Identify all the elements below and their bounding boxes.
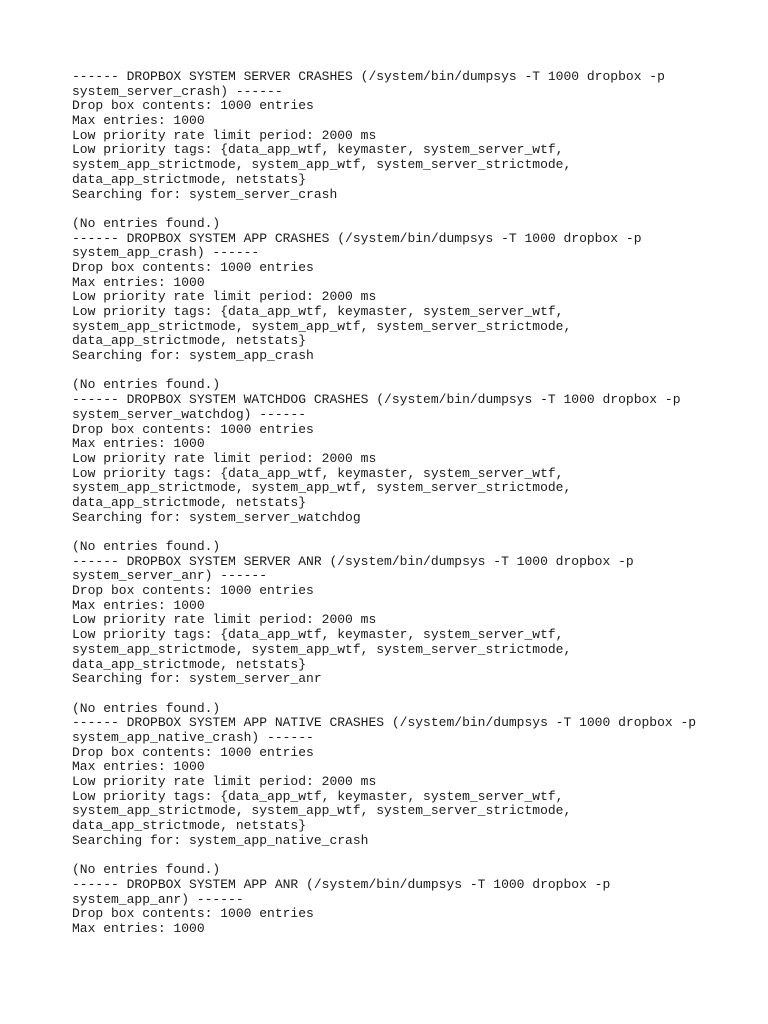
- text-line: Low priority rate limit period: 2000 ms: [72, 289, 377, 305]
- text-line: Drop box contents: 1000 entries: [72, 583, 314, 599]
- section-header-line: ------ DROPBOX SYSTEM SERVER CRASHES (/system/bin/dumpsys -T 1000 dropbox -p: [72, 69, 665, 84]
- section-header-line: ------ DROPBOX SYSTEM WATCHDOG CRASHES (/system/bin/dumpsys -T 1000 dropbox -p: [72, 392, 681, 408]
- section-header-line: ------ DROPBOX SYSTEM APP NATIVE CRASHES (/system/bin/dumpsys -T 1000 dropbox -p: [72, 715, 697, 731]
- text-line: Max entries: 1000: [72, 274, 205, 290]
- document-page: [72, 70, 752, 937]
- text-line: system_app_anr) ------: [72, 891, 244, 907]
- no-entries-line: (No entries found.): [72, 539, 221, 554]
- text-line: data_app_strictmode, netstats}: [72, 171, 307, 187]
- text-line: Drop box contents: 1000 entries: [72, 744, 314, 760]
- text-line: system_app_strictmode, system_app_wtf, system_server_strictmode,: [72, 641, 572, 657]
- text-line: system_server_crash) ------: [72, 83, 283, 99]
- blank-line: [72, 525, 752, 540]
- blank-line: [72, 202, 752, 217]
- text-line: Low priority rate limit period: 2000 ms: [72, 450, 377, 466]
- text-line: system_app_strictmode, system_app_wtf, system_server_strictmode,: [72, 480, 572, 496]
- text-line: system_app_strictmode, system_app_wtf, system_server_strictmode,: [72, 318, 572, 334]
- search-target-line: Searching for: system_app_crash: [72, 348, 314, 364]
- search-target-line: Searching for: system_app_native_crash: [72, 832, 369, 848]
- section-header-line: ------ DROPBOX SYSTEM APP ANR (/system/bin/dumpsys -T 1000 dropbox -p: [72, 876, 611, 892]
- text-line: Low priority rate limit period: 2000 ms: [72, 612, 377, 628]
- text-line: Max entries: 1000: [72, 920, 205, 936]
- text-line: system_app_crash) ------: [72, 245, 260, 261]
- blank-line: [72, 364, 752, 379]
- text-line: Max entries: 1000: [72, 597, 205, 613]
- blank-line: [72, 848, 752, 863]
- no-entries-line: (No entries found.): [72, 862, 221, 878]
- text-line: data_app_strictmode, netstats}: [72, 333, 307, 349]
- text-line: Max entries: 1000: [72, 759, 205, 775]
- text-line: system_app_strictmode, system_app_wtf, system_server_strictmode,: [72, 157, 572, 173]
- search-target-line: Searching for: system_server_anr: [72, 671, 322, 687]
- text-line: Low priority rate limit period: 2000 ms: [72, 774, 377, 789]
- text-line: system_app_strictmode, system_app_wtf, system_server_strictmode,: [72, 803, 572, 819]
- text-line: Low priority tags: {data_app_wtf, keymaster, system_server_wtf,: [72, 304, 564, 319]
- no-entries-line: (No entries found.): [72, 700, 221, 716]
- search-target-line: Searching for: system_server_watchdog: [72, 509, 361, 525]
- section-header-line: ------ DROPBOX SYSTEM APP CRASHES (/system/bin/dumpsys -T 1000 dropbox -p: [72, 230, 642, 246]
- text-line: Drop box contents: 1000 entries: [72, 259, 314, 275]
- no-entries-line: (No entries found.): [72, 215, 221, 231]
- text-line: data_app_strictmode, netstats}: [72, 494, 307, 510]
- search-target-line: Searching for: system_server_crash: [72, 186, 338, 202]
- text-line: Low priority tags: {data_app_wtf, keymaster, system_server_wtf,: [72, 142, 564, 158]
- text-line: data_app_strictmode, netstats}: [72, 656, 307, 672]
- text-line: system_server_anr) ------: [72, 568, 268, 584]
- text-line: Low priority tags: {data_app_wtf, keymaster, system_server_wtf,: [72, 465, 564, 481]
- text-line: Low priority tags: {data_app_wtf, keymaster, system_server_wtf,: [72, 788, 564, 804]
- blank-line: [72, 687, 752, 702]
- text-line: Drop box contents: 1000 entries: [72, 98, 314, 114]
- text-line: Drop box contents: 1000 entries: [72, 906, 314, 922]
- section-header-line: ------ DROPBOX SYSTEM SERVER ANR (/system/bin/dumpsys -T 1000 dropbox -p: [72, 553, 634, 569]
- text-line: system_app_native_crash) ------: [72, 729, 314, 745]
- text-line: Max entries: 1000: [72, 113, 205, 129]
- text-line: data_app_strictmode, netstats}: [72, 818, 307, 834]
- text-line: system_server_watchdog) ------: [72, 406, 307, 422]
- no-entries-line: (No entries found.): [72, 377, 221, 393]
- text-line: Max entries: 1000: [72, 436, 205, 452]
- text-line: Drop box contents: 1000 entries: [72, 421, 314, 437]
- text-line: Low priority rate limit period: 2000 ms: [72, 127, 377, 143]
- text-line: Low priority tags: {data_app_wtf, keymaster, system_server_wtf,: [72, 627, 564, 643]
